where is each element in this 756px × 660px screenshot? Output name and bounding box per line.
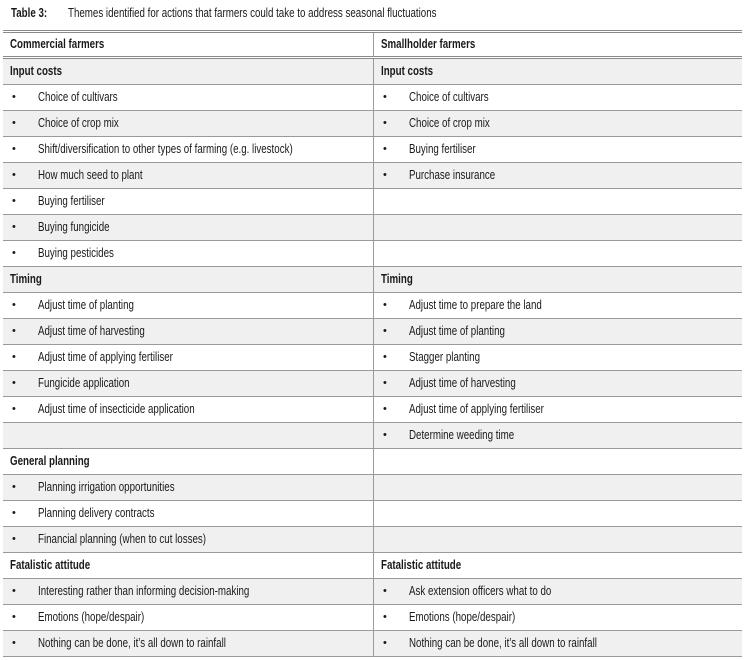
header-cell-commercial — [3, 33, 374, 56]
caption-label: Table 3: — [11, 6, 48, 20]
bullet-icon: • — [12, 117, 16, 129]
list-item-text: Choice of crop mix — [38, 116, 119, 130]
cell-smallholder — [374, 449, 742, 474]
table-row — [3, 215, 742, 241]
list-item-text: Adjust time to prepare the land — [409, 298, 542, 312]
bullet-icon: • — [12, 169, 16, 181]
cell-smallholder — [374, 319, 742, 344]
bullet-icon: • — [12, 325, 16, 337]
bullet-icon: • — [383, 117, 387, 129]
cell-smallholder — [374, 553, 742, 578]
cell-commercial — [3, 631, 374, 656]
list-item-text: Financial planning (when to cut losses) — [38, 532, 207, 546]
bullet-icon: • — [383, 403, 387, 415]
cell-smallholder — [374, 59, 742, 84]
cell-commercial — [3, 579, 374, 604]
table-row — [3, 527, 742, 553]
list-item-text: Adjust time of harvesting — [38, 324, 145, 338]
cell-smallholder — [374, 475, 742, 500]
list-item-text: Planning delivery contracts — [38, 506, 155, 520]
cell-commercial — [3, 163, 374, 188]
table-row — [3, 605, 742, 631]
table-row — [3, 241, 742, 267]
cell-smallholder — [374, 501, 742, 526]
cell-smallholder — [374, 371, 742, 396]
caption-text: Themes identified for actions that farmers could take to address seasonal fluctuations — [68, 6, 437, 20]
bullet-icon: • — [12, 247, 16, 259]
bullet-icon: • — [12, 351, 16, 363]
list-item-text: Buying fertiliser — [409, 142, 476, 156]
bullet-icon: • — [12, 637, 16, 649]
table-row — [3, 59, 742, 85]
bullet-icon: • — [383, 299, 387, 311]
cell-commercial — [3, 215, 374, 240]
table-row — [3, 267, 742, 293]
cell-commercial — [3, 137, 374, 162]
list-item-text: Adjust time of planting — [409, 324, 505, 338]
table-row — [3, 475, 742, 501]
themes-table — [3, 30, 742, 657]
section-heading: Timing — [381, 272, 413, 286]
bullet-icon: • — [12, 377, 16, 389]
list-item-text: Adjust time of insecticide application — [38, 402, 195, 416]
bullet-icon: • — [12, 195, 16, 207]
cell-commercial — [3, 345, 374, 370]
cell-commercial — [3, 189, 374, 214]
bullet-icon: • — [383, 377, 387, 389]
list-item-text: Interesting rather than informing decision-making — [38, 584, 250, 598]
cell-smallholder — [374, 293, 742, 318]
list-item-text: Buying fertiliser — [38, 194, 105, 208]
cell-smallholder — [374, 527, 742, 552]
list-item-text: Adjust time of harvesting — [409, 376, 516, 390]
list-item-text: Planning irrigation opportunities — [38, 480, 175, 494]
bullet-icon: • — [383, 91, 387, 103]
cell-commercial — [3, 111, 374, 136]
cell-smallholder — [374, 345, 742, 370]
table-header-row — [3, 33, 742, 59]
cell-smallholder — [374, 579, 742, 604]
table-row — [3, 189, 742, 215]
list-item-text: Buying pesticides — [38, 246, 114, 260]
table-row — [3, 293, 742, 319]
table-row — [3, 111, 742, 137]
cell-commercial — [3, 319, 374, 344]
table-row — [3, 397, 742, 423]
cell-smallholder — [374, 85, 742, 110]
list-item-text: Choice of crop mix — [409, 116, 490, 130]
bullet-icon: • — [12, 585, 16, 597]
table-row — [3, 423, 742, 449]
cell-smallholder — [374, 189, 742, 214]
cell-smallholder — [374, 137, 742, 162]
bullet-icon: • — [12, 91, 16, 103]
column-header: Smallholder farmers — [381, 37, 476, 51]
section-heading: Fatalistic attitude — [10, 558, 91, 572]
cell-commercial — [3, 293, 374, 318]
section-heading: Input costs — [381, 64, 434, 78]
list-item-text: Purchase insurance — [409, 168, 496, 182]
bullet-icon: • — [12, 533, 16, 545]
table-row — [3, 449, 742, 475]
table-row — [3, 319, 742, 345]
list-item-text: Choice of cultivars — [38, 90, 118, 104]
list-item-text: Emotions (hope/despair) — [38, 610, 145, 624]
bullet-icon: • — [383, 611, 387, 623]
cell-commercial — [3, 501, 374, 526]
list-item-text: Choice of cultivars — [409, 90, 489, 104]
cell-smallholder — [374, 631, 742, 656]
bullet-icon: • — [12, 481, 16, 493]
bullet-icon: • — [383, 143, 387, 155]
bullet-icon: • — [383, 585, 387, 597]
cell-commercial — [3, 423, 374, 448]
bullet-icon: • — [383, 637, 387, 649]
cell-commercial — [3, 241, 374, 266]
cell-commercial — [3, 267, 374, 292]
cell-smallholder — [374, 111, 742, 136]
cell-smallholder — [374, 267, 742, 292]
cell-commercial — [3, 605, 374, 630]
table-row — [3, 137, 742, 163]
bullet-icon: • — [383, 325, 387, 337]
cell-commercial — [3, 527, 374, 552]
cell-commercial — [3, 475, 374, 500]
column-header: Commercial farmers — [10, 37, 105, 51]
bullet-icon: • — [12, 403, 16, 415]
list-item-text: Fungicide application — [38, 376, 130, 390]
table-row — [3, 501, 742, 527]
bullet-icon: • — [383, 169, 387, 181]
list-item-text: Nothing can be done, it’s all down to rainfall — [38, 636, 226, 650]
list-item-text: Adjust time of applying fertiliser — [38, 350, 173, 364]
cell-smallholder — [374, 163, 742, 188]
list-item-text: Adjust time of planting — [38, 298, 134, 312]
cell-smallholder — [374, 215, 742, 240]
cell-commercial — [3, 371, 374, 396]
section-heading: Timing — [10, 272, 42, 286]
bullet-icon: • — [12, 611, 16, 623]
list-item-text: Shift/diversification to other types of farming (e.g. livestock) — [38, 142, 293, 156]
list-item-text: Ask extension officers what to do — [409, 584, 552, 598]
list-item-text: Determine weeding time — [409, 428, 515, 442]
list-item-text: Emotions (hope/despair) — [409, 610, 516, 624]
bullet-icon: • — [12, 143, 16, 155]
section-heading: General planning — [10, 454, 90, 468]
table-row — [3, 631, 742, 657]
cell-smallholder — [374, 397, 742, 422]
cell-smallholder — [374, 241, 742, 266]
bullet-icon: • — [12, 507, 16, 519]
table-row — [3, 579, 742, 605]
cell-smallholder — [374, 605, 742, 630]
table-row — [3, 553, 742, 579]
list-item-text: Adjust time of applying fertiliser — [409, 402, 544, 416]
section-heading: Fatalistic attitude — [381, 558, 462, 572]
cell-smallholder — [374, 423, 742, 448]
header-cell-smallholder — [374, 33, 742, 56]
table-row — [3, 85, 742, 111]
section-heading: Input costs — [10, 64, 63, 78]
table-row — [3, 163, 742, 189]
cell-commercial — [3, 59, 374, 84]
bullet-icon: • — [383, 429, 387, 441]
list-item-text: How much seed to plant — [38, 168, 143, 182]
bullet-icon: • — [383, 351, 387, 363]
bullet-icon: • — [12, 221, 16, 233]
cell-commercial — [3, 85, 374, 110]
cell-commercial — [3, 553, 374, 578]
cell-commercial — [3, 397, 374, 422]
table-row — [3, 345, 742, 371]
cell-commercial — [3, 449, 374, 474]
list-item-text: Buying fungicide — [38, 220, 110, 234]
table-row — [3, 371, 742, 397]
list-item-text: Nothing can be done, it’s all down to rainfall — [409, 636, 597, 650]
list-item-text: Stagger planting — [409, 350, 481, 364]
bullet-icon: • — [12, 299, 16, 311]
